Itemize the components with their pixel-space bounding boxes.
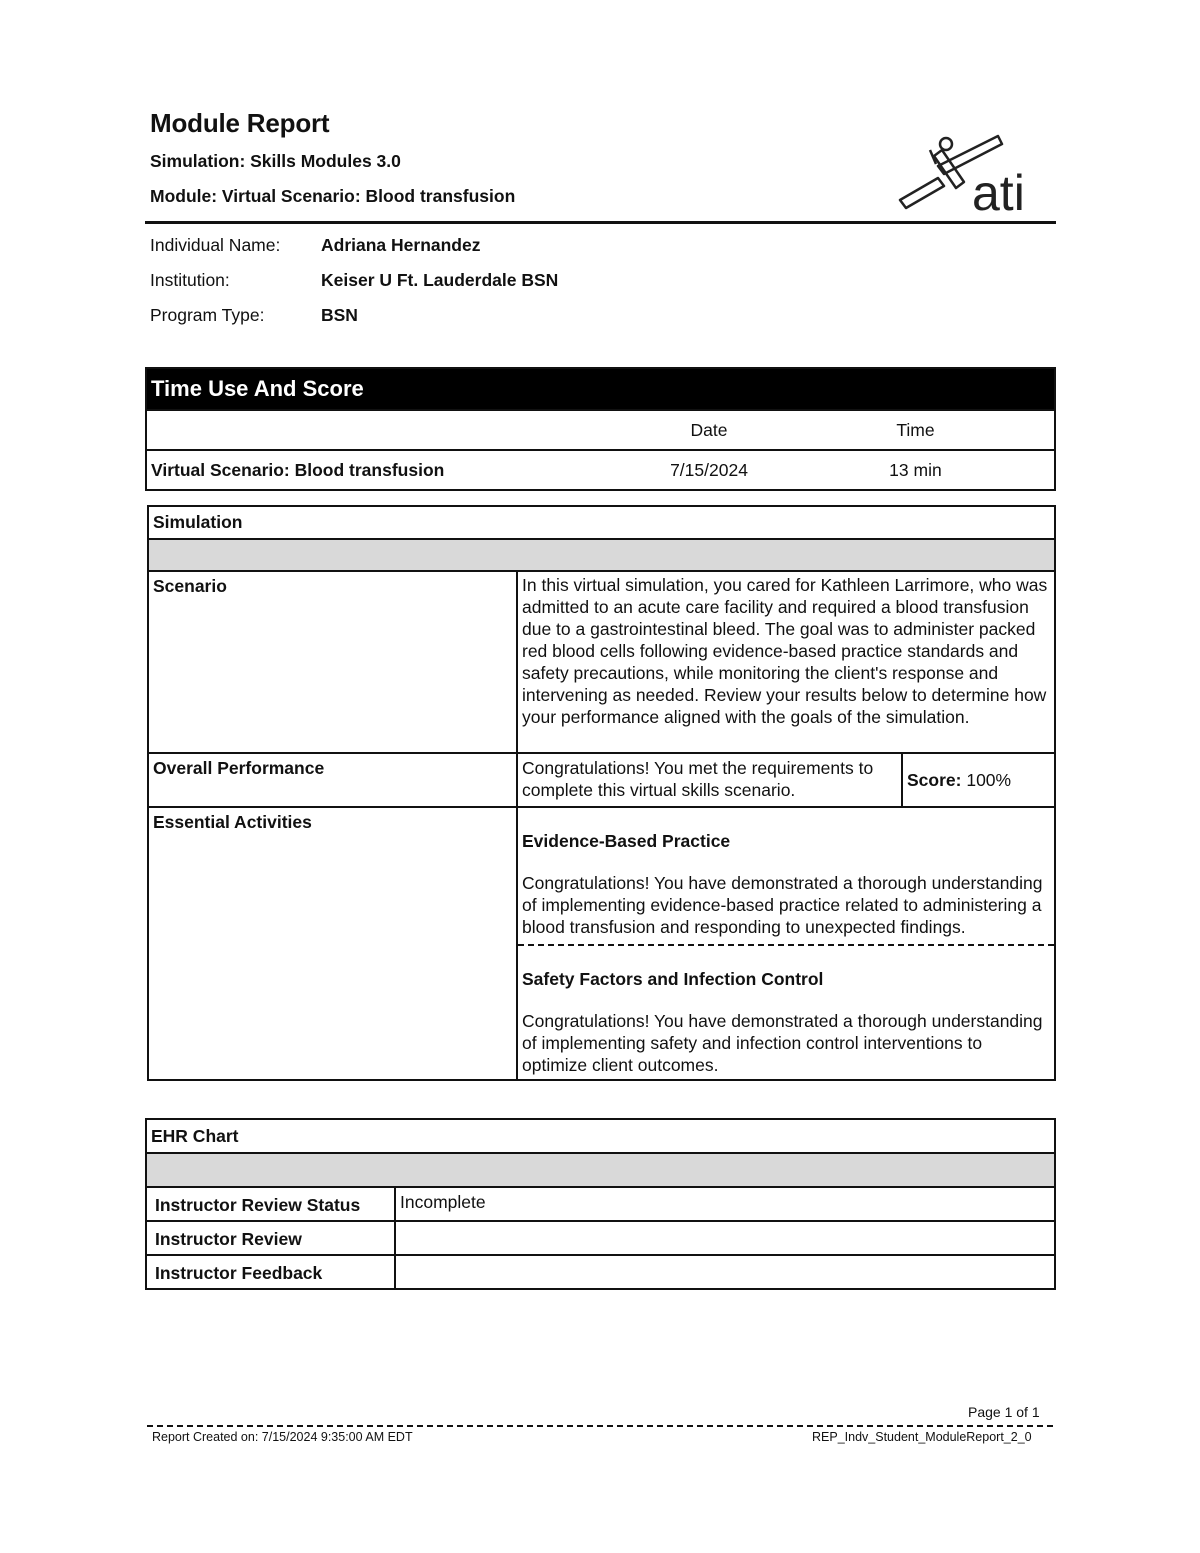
- activity-text: Congratulations! You have demonstrated a thorough understanding of implementing safety and infection control interventions to optimize client outcomes.: [522, 1011, 1043, 1075]
- individual-name-row: [150, 235, 480, 256]
- simulation-gray-band: [149, 540, 1054, 572]
- scenario-label: Scenario: [149, 572, 518, 752]
- ehr-chart-title: EHR Chart: [147, 1120, 1054, 1154]
- program-type-label: Program Type:: [150, 305, 265, 325]
- individual-name-value: Adriana Hernandez: [321, 235, 481, 255]
- time-use-header-blank: [147, 411, 641, 449]
- page-number: Page 1 of 1: [968, 1404, 1040, 1420]
- instructor-feedback-value: [396, 1256, 1054, 1288]
- activity-block-safety: [518, 946, 1054, 1079]
- page-title: Module Report: [150, 108, 330, 138]
- program-type-value: BSN: [321, 305, 358, 325]
- instructor-feedback-row: [147, 1256, 1054, 1288]
- essential-activities-row: [149, 808, 1054, 1079]
- activity-heading: Safety Factors and Infection Control: [522, 969, 824, 989]
- logo-text: ati: [972, 165, 1025, 218]
- scenario-text: In this virtual simulation, you cared for Kathleen Larrimore, who was admitted to an acute care facility and required a blood transfusion due to a gastrointestinal bleed. The goal was to administer packed red blood cells following evidence-based practice standards and safety precautions, while monitoring the client's response and intervening as needed. Review your results below to determine how your performance aligned with the goals of the simulation.: [522, 575, 1048, 727]
- overall-performance-row: [149, 754, 1054, 808]
- review-status-value: Incomplete: [400, 1192, 486, 1212]
- simulation-subtitle: Simulation: Skills Modules 3.0: [150, 151, 401, 171]
- scenario-row: [149, 572, 1054, 754]
- activity-block-evidence: [518, 808, 1054, 946]
- time-use-data-row: [147, 449, 1054, 489]
- program-type-row: [150, 305, 358, 326]
- instructor-feedback-label: Instructor Feedback: [147, 1256, 396, 1288]
- header-divider: [145, 221, 1056, 224]
- module-subtitle: Module: Virtual Scenario: Blood transfusion: [150, 186, 516, 206]
- individual-name-label: Individual Name:: [150, 235, 281, 255]
- score-cell: [903, 754, 1054, 806]
- essential-activities-label: Essential Activities: [149, 808, 518, 1079]
- date-column-header: Date: [690, 420, 728, 440]
- report-id: REP_Indv_Student_ModuleReport_2_0: [812, 1430, 1032, 1444]
- score-value: 100%: [966, 770, 1012, 790]
- overall-performance-text: Congratulations! You met the requirements to complete this virtual skills scenario.: [518, 754, 903, 806]
- ati-logo: [894, 130, 1046, 218]
- time-use-table: [145, 367, 1056, 491]
- overall-performance-label: Overall Performance: [149, 754, 518, 806]
- instructor-review-label: Instructor Review: [147, 1222, 396, 1254]
- review-status-row: [147, 1188, 1054, 1222]
- review-status-label: Instructor Review Status: [147, 1188, 396, 1220]
- time-use-header-row: [147, 409, 1054, 449]
- footer-divider: [147, 1425, 1053, 1427]
- simulation-table: [147, 505, 1056, 1081]
- simulation-title: Simulation: [149, 507, 1054, 540]
- institution-label: Institution:: [150, 270, 230, 290]
- time-use-title: Time Use And Score: [147, 369, 1054, 409]
- time-cell: 13 min: [889, 460, 942, 480]
- institution-value: Keiser U Ft. Lauderdale BSN: [321, 270, 559, 290]
- date-cell: 7/15/2024: [670, 460, 748, 480]
- institution-row: [150, 270, 558, 291]
- instructor-review-row: [147, 1222, 1054, 1256]
- activity-heading: Evidence-Based Practice: [522, 831, 731, 851]
- time-column-header: Time: [896, 420, 935, 440]
- instructor-review-value: [396, 1222, 1054, 1254]
- activity-text: Congratulations! You have demonstrated a thorough understanding of implementing evidence-based practice related to administering a blood transfusion and responding to unexpected findings.: [522, 873, 1043, 937]
- score-label: Score:: [907, 770, 962, 790]
- ehr-chart-table: [145, 1118, 1056, 1290]
- module-name-cell: Virtual Scenario: Blood transfusion: [151, 460, 445, 480]
- ehr-gray-band: [147, 1154, 1054, 1188]
- report-created: Report Created on: 7/15/2024 9:35:00 AM EDT: [152, 1430, 413, 1444]
